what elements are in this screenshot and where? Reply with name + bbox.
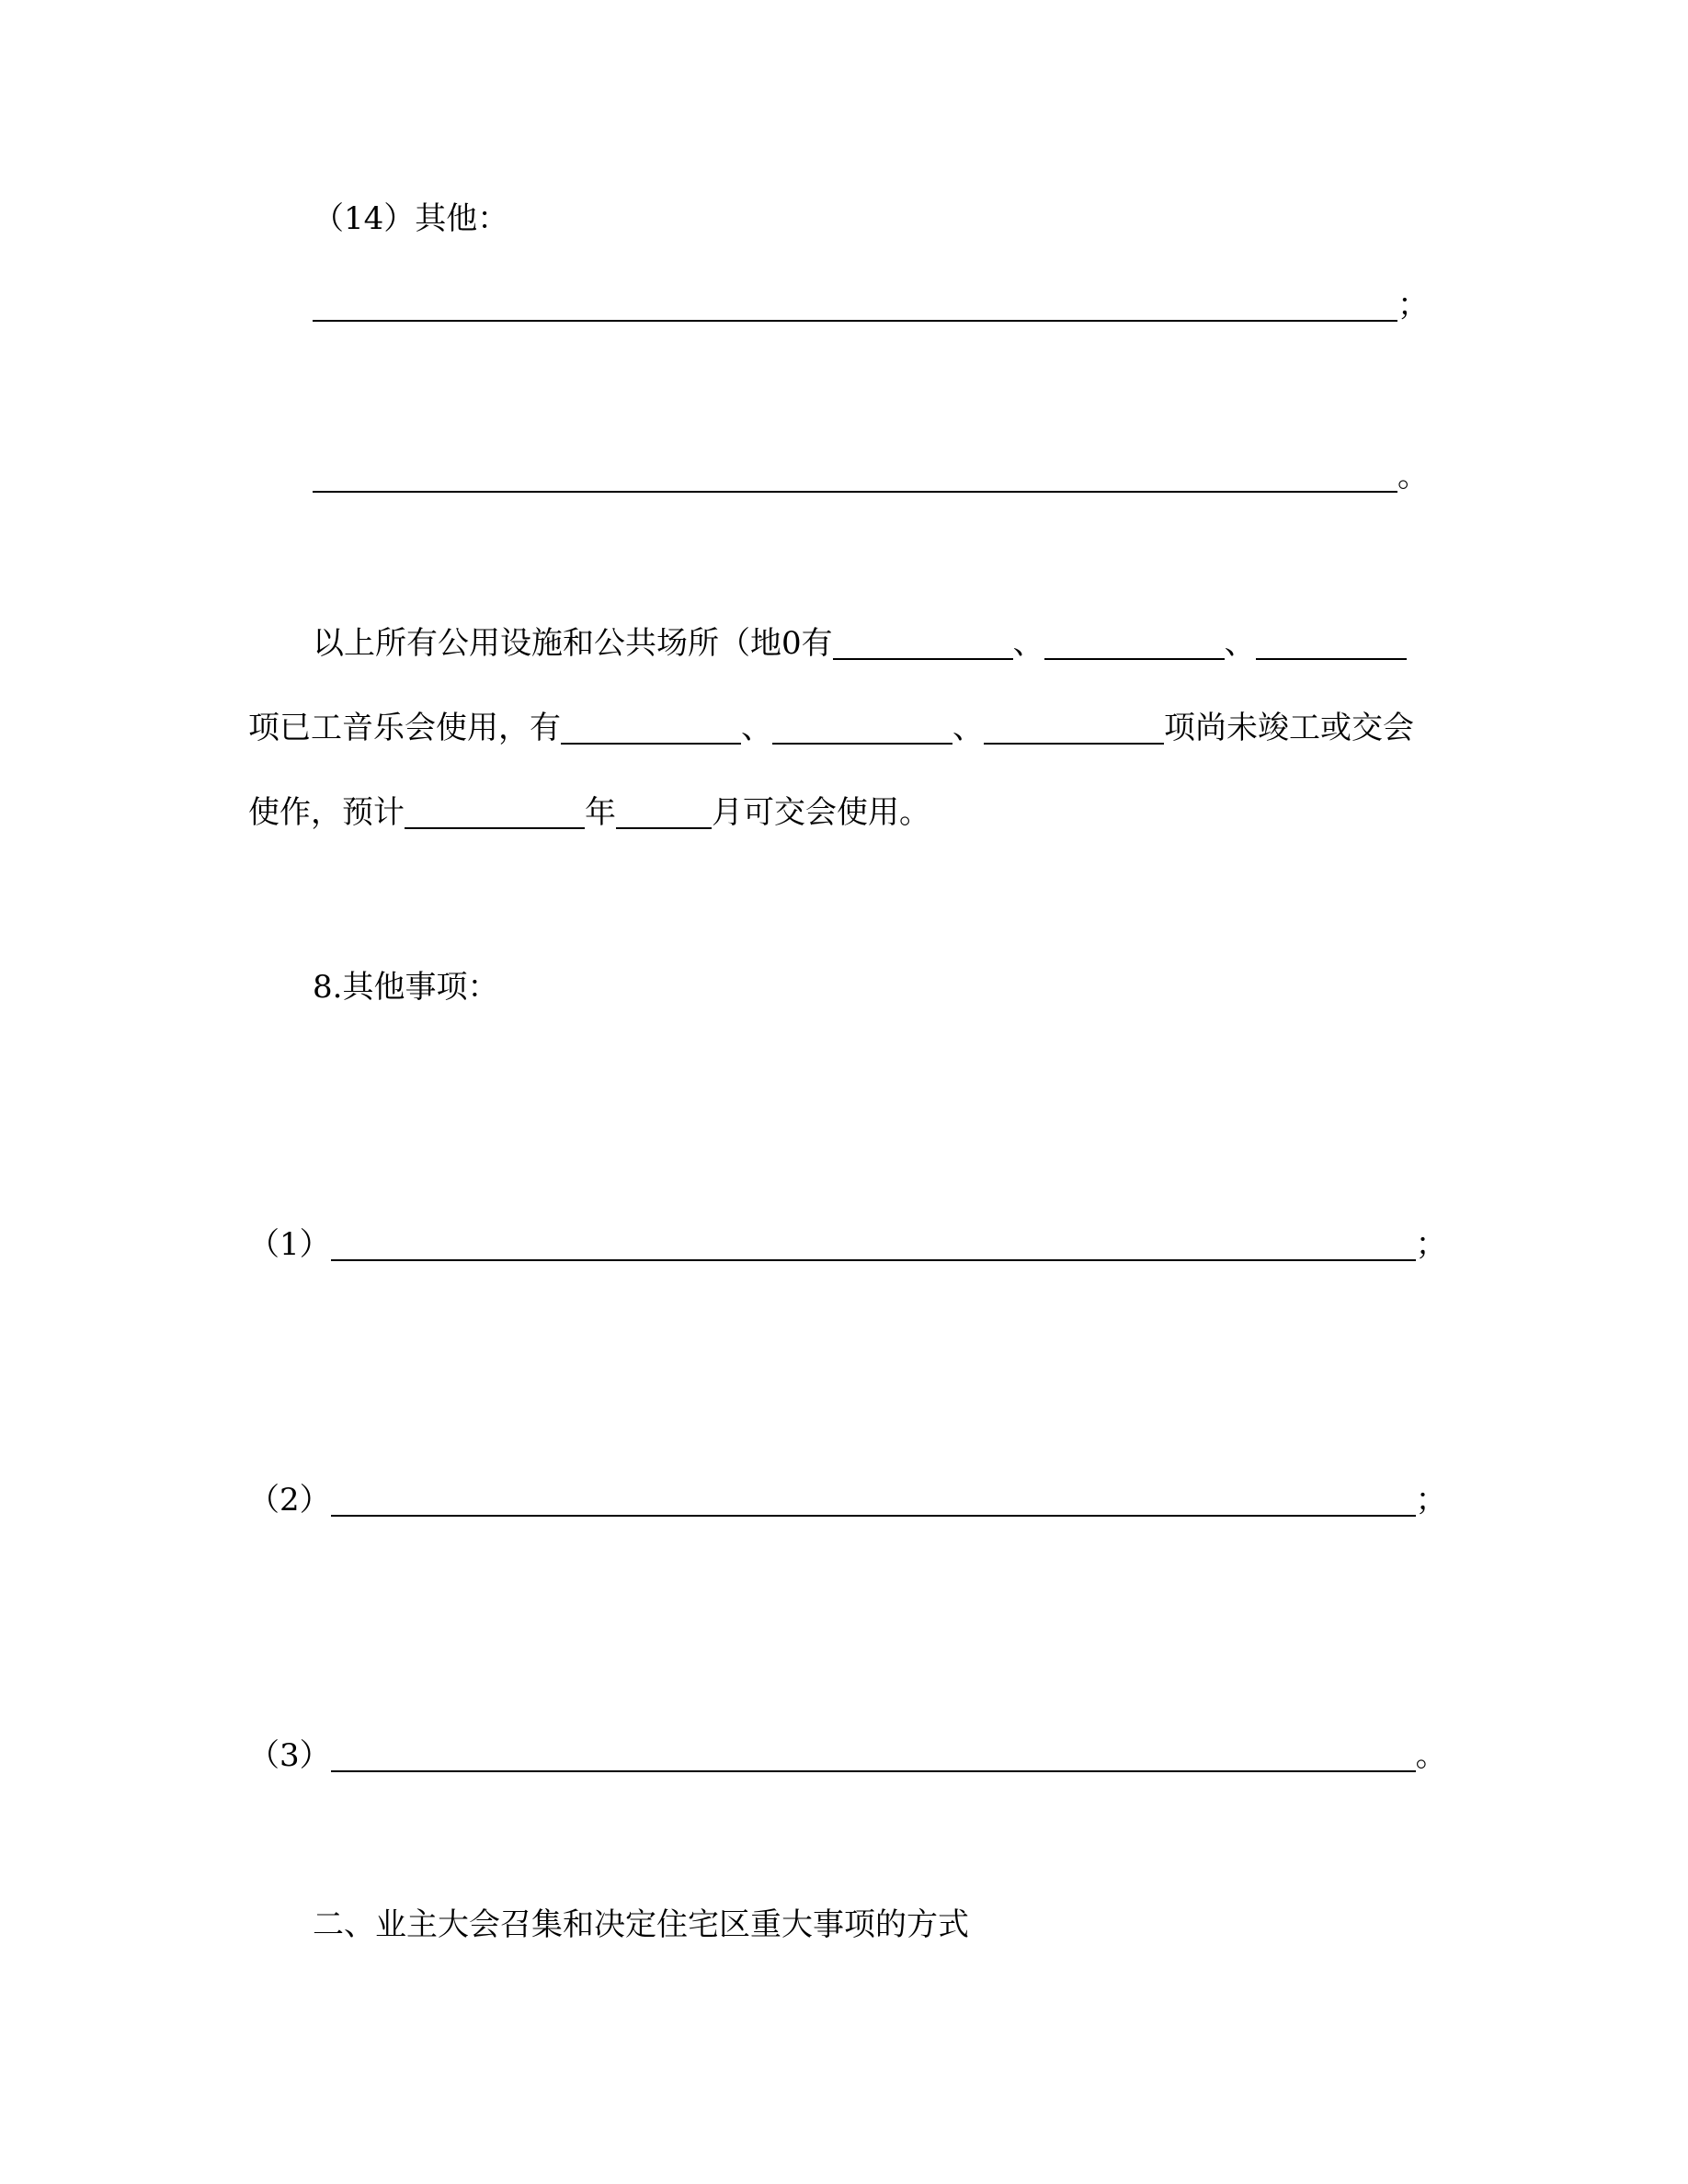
facilities-paragraph-line-3 bbox=[248, 794, 930, 831]
fill-in-blank[interactable] bbox=[331, 1230, 1416, 1261]
separator: 、 bbox=[952, 710, 984, 746]
section-8-heading: 8.其他事项： bbox=[313, 969, 499, 1006]
fill-in-blank[interactable] bbox=[1256, 629, 1407, 660]
facilities-text-mid: 项已工音乐会使用，有 bbox=[248, 710, 561, 746]
item-14-label: （14）其他： bbox=[313, 200, 509, 237]
line-end-punct: 。 bbox=[1397, 458, 1429, 495]
line-end-punct: 。 bbox=[1415, 1737, 1447, 1774]
facilities-text-estimate: 使作，预计 bbox=[248, 794, 405, 831]
section-two-heading-line bbox=[313, 1906, 969, 1943]
line-end-punct: ； bbox=[1415, 1482, 1447, 1519]
item-14-label-line bbox=[313, 200, 508, 237]
year-unit: 年 bbox=[585, 794, 616, 831]
separator: 、 bbox=[741, 710, 772, 746]
section-8-item-3 bbox=[248, 1737, 1447, 1774]
section-8-heading-line bbox=[313, 969, 498, 1006]
fill-in-blank[interactable] bbox=[313, 461, 1397, 493]
separator: 、 bbox=[1224, 625, 1256, 662]
line-end-punct: ； bbox=[1397, 287, 1429, 324]
fill-in-blank[interactable] bbox=[331, 1741, 1416, 1772]
year-blank[interactable] bbox=[405, 798, 585, 829]
fill-in-blank[interactable] bbox=[984, 713, 1164, 745]
facilities-paragraph-line-2 bbox=[248, 710, 1414, 746]
item-14-blank-line-2 bbox=[313, 458, 1429, 495]
facilities-text-start: 以上所有公用设施和公共场所（地0有 bbox=[313, 625, 833, 662]
item-14-blank-line-1 bbox=[313, 287, 1429, 324]
fill-in-blank[interactable] bbox=[833, 629, 1013, 660]
item-number: （1） bbox=[248, 1226, 331, 1263]
fill-in-blank[interactable] bbox=[772, 713, 952, 745]
section-two-heading: 二、业主大会召集和决定住宅区重大事项的方式 bbox=[313, 1906, 969, 1943]
fill-in-blank[interactable] bbox=[313, 290, 1397, 322]
facilities-paragraph-line-1 bbox=[313, 625, 1407, 662]
facilities-text-final: 月可交会使用。 bbox=[712, 794, 930, 831]
fill-in-blank[interactable] bbox=[331, 1485, 1416, 1517]
item-number: （2） bbox=[248, 1482, 331, 1519]
facilities-text-end: 项尚未竣工或交会 bbox=[1164, 710, 1414, 746]
separator: 、 bbox=[1012, 625, 1044, 662]
fill-in-blank[interactable] bbox=[1044, 629, 1225, 660]
line-end-punct: ； bbox=[1415, 1226, 1447, 1263]
fill-in-blank[interactable] bbox=[561, 713, 741, 745]
section-8-item-1 bbox=[248, 1226, 1447, 1263]
month-blank[interactable] bbox=[616, 798, 712, 829]
item-number: （3） bbox=[248, 1737, 331, 1774]
section-8-item-2 bbox=[248, 1482, 1447, 1519]
